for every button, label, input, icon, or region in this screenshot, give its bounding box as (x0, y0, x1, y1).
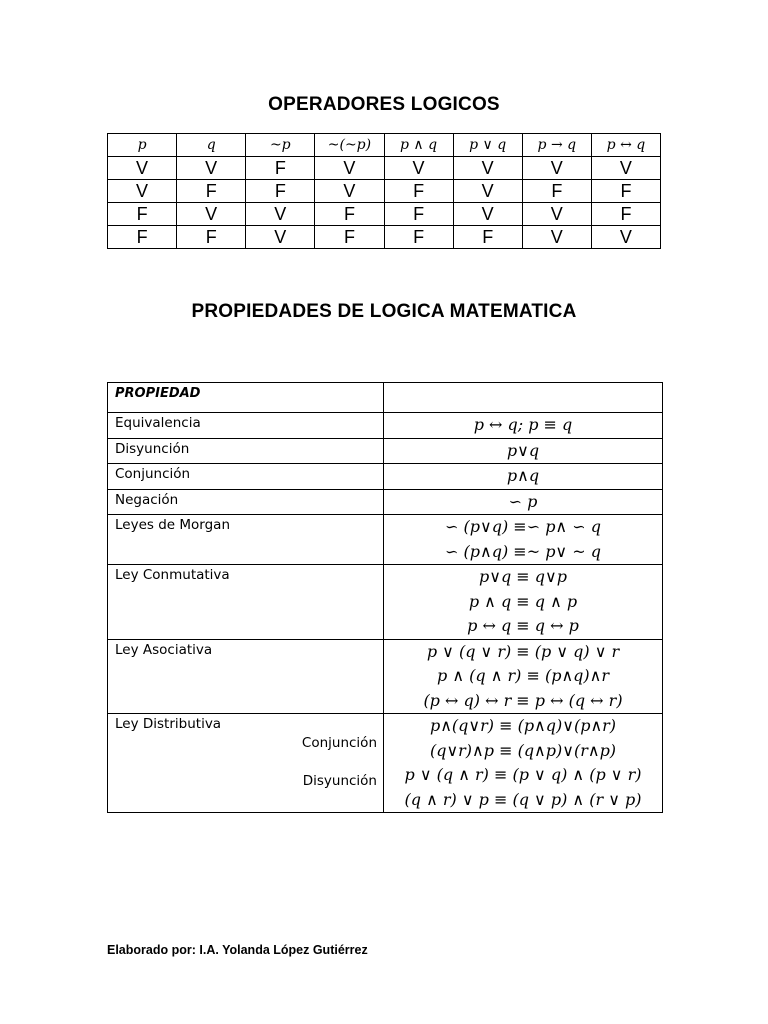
truth-table-header-row (108, 134, 661, 157)
property-formula-cell (384, 413, 663, 439)
property-formula: ∽ p (508, 491, 538, 511)
truth-cell: V (177, 203, 246, 226)
property-formula-cell (384, 489, 663, 515)
truth-header-cell: p (108, 134, 177, 157)
property-row (108, 565, 663, 640)
property-row (108, 639, 663, 714)
truth-table-row (108, 180, 661, 203)
truth-header-cell: p ↔ q (591, 134, 660, 157)
truth-header-cell: p ∧ q (384, 134, 453, 157)
property-formula: (q∨r)∧p ≡ (q∧p)∨(r∧p) (429, 740, 617, 760)
truth-cell: V (522, 203, 591, 226)
property-formula: ∽ (p∧q) ≡~ p∨ ~ q (445, 541, 601, 561)
truth-table-row (108, 157, 661, 180)
properties-table (107, 382, 663, 813)
truth-table-row (108, 226, 661, 249)
property-formula: p∧(q∨r) ≡ (p∧q)∨(p∧r) (429, 716, 617, 735)
properties-header-row (108, 383, 663, 413)
property-row (108, 464, 663, 490)
property-name: Negación (115, 491, 179, 508)
property-formula-cell (384, 565, 663, 640)
properties-title: PROPIEDADES DE LOGICA MATEMATICA (191, 301, 577, 322)
truth-cell: F (315, 203, 384, 226)
property-formula: (p ↔ q) ↔ r ≡ p ↔ (q ↔ r) (423, 690, 623, 710)
truth-header-cell: p → q (522, 134, 591, 157)
footer-author: I.A. Yolanda López Gutiérrez (199, 943, 368, 957)
truth-cell: F (591, 180, 660, 203)
property-formula-cell (384, 639, 663, 714)
truth-cell: F (315, 226, 384, 249)
truth-cell: F (453, 226, 522, 249)
property-name-cell (108, 438, 384, 464)
property-formula: p∧q (506, 466, 540, 485)
property-sublabel: Conjunción (301, 735, 377, 751)
truth-cell: V (315, 180, 384, 203)
footer (107, 943, 368, 957)
truth-cell: F (522, 180, 591, 203)
property-formula: ∽ (p∨q) ≡∽ p∧ ∽ q (445, 517, 601, 536)
property-name: Disyunción (115, 440, 190, 457)
truth-cell: F (246, 157, 315, 180)
truth-cell: V (591, 157, 660, 180)
truth-header-cell: q (177, 134, 246, 157)
property-row (108, 438, 663, 464)
property-name: Ley Asociativa (115, 641, 213, 658)
truth-header-cell: ~(~p) (315, 134, 384, 157)
truth-cell: V (522, 157, 591, 180)
property-name-cell (108, 515, 384, 565)
truth-cell: F (108, 203, 177, 226)
property-name-cell (108, 489, 384, 515)
property-formula: p ∧ (q ∧ r) ≡ (p∧q)∧r (437, 666, 609, 685)
truth-cell: V (246, 226, 315, 249)
truth-cell: F (384, 180, 453, 203)
truth-cell: F (384, 226, 453, 249)
truth-cell: V (453, 203, 522, 226)
property-row (108, 489, 663, 515)
properties-header-label: PROPIEDAD (115, 386, 201, 401)
truth-header-cell: p ∨ q (453, 134, 522, 157)
truth-cell: V (522, 226, 591, 249)
property-formula: p∨q ≡ q∨p (479, 567, 567, 586)
truth-table-row (108, 203, 661, 226)
property-name: Conjunción (115, 466, 191, 482)
truth-cell: F (177, 226, 246, 249)
property-formula: p ↔ q ≡ q ↔ p (467, 616, 579, 635)
properties-header-empty-cell (384, 383, 663, 413)
truth-cell: V (591, 226, 660, 249)
property-name: Leyes de Morgan (115, 517, 230, 533)
truth-cell: V (384, 157, 453, 180)
properties-header-cell (108, 383, 384, 413)
property-formula: p ∧ q ≡ q ∧ p (468, 591, 578, 611)
truth-header-cell: ~p (246, 134, 315, 157)
property-row (108, 413, 663, 439)
property-formula: p ↔ q; p ≡ q (473, 415, 573, 434)
truth-cell: V (246, 203, 315, 226)
truth-cell: V (108, 157, 177, 180)
property-formula-cell (384, 464, 663, 490)
truth-table (107, 133, 661, 249)
property-formula-cell (384, 515, 663, 565)
truth-cell: F (246, 180, 315, 203)
property-formula: p ∨ (q ∧ r) ≡ (p ∨ q) ∧ (p ∨ r) (404, 765, 642, 784)
property-sublabel: Disyunción (302, 773, 377, 789)
property-name-cell (108, 639, 384, 714)
property-formula: p∨q (506, 440, 540, 460)
property-name-cell (108, 714, 384, 813)
property-row (108, 714, 663, 813)
truth-cell: V (177, 157, 246, 180)
truth-cell: V (453, 180, 522, 203)
property-row (108, 515, 663, 565)
property-formula: p ∨ (q ∨ r) ≡ (p ∨ q) ∨ r (426, 641, 620, 661)
truth-cell: V (315, 157, 384, 180)
truth-cell: V (453, 157, 522, 180)
truth-cell: F (384, 203, 453, 226)
operators-title: OPERADORES LOGICOS (268, 94, 500, 115)
truth-cell: F (591, 203, 660, 226)
truth-cell: V (108, 180, 177, 203)
property-formula: (q ∧ r) ∨ p ≡ (q ∨ p) ∧ (r ∨ p) (404, 789, 642, 809)
truth-cell: F (177, 180, 246, 203)
property-formula-cell (384, 438, 663, 464)
footer-label: Elaborado por: (107, 943, 196, 957)
property-name: Ley Distributiva (115, 716, 222, 732)
property-name-cell (108, 413, 384, 439)
property-name-cell (108, 565, 384, 640)
truth-cell: F (108, 226, 177, 249)
property-name-cell (108, 464, 384, 490)
property-formula-cell (384, 714, 663, 813)
property-name: Equivalencia (115, 415, 201, 431)
property-name: Ley Conmutativa (115, 567, 230, 583)
